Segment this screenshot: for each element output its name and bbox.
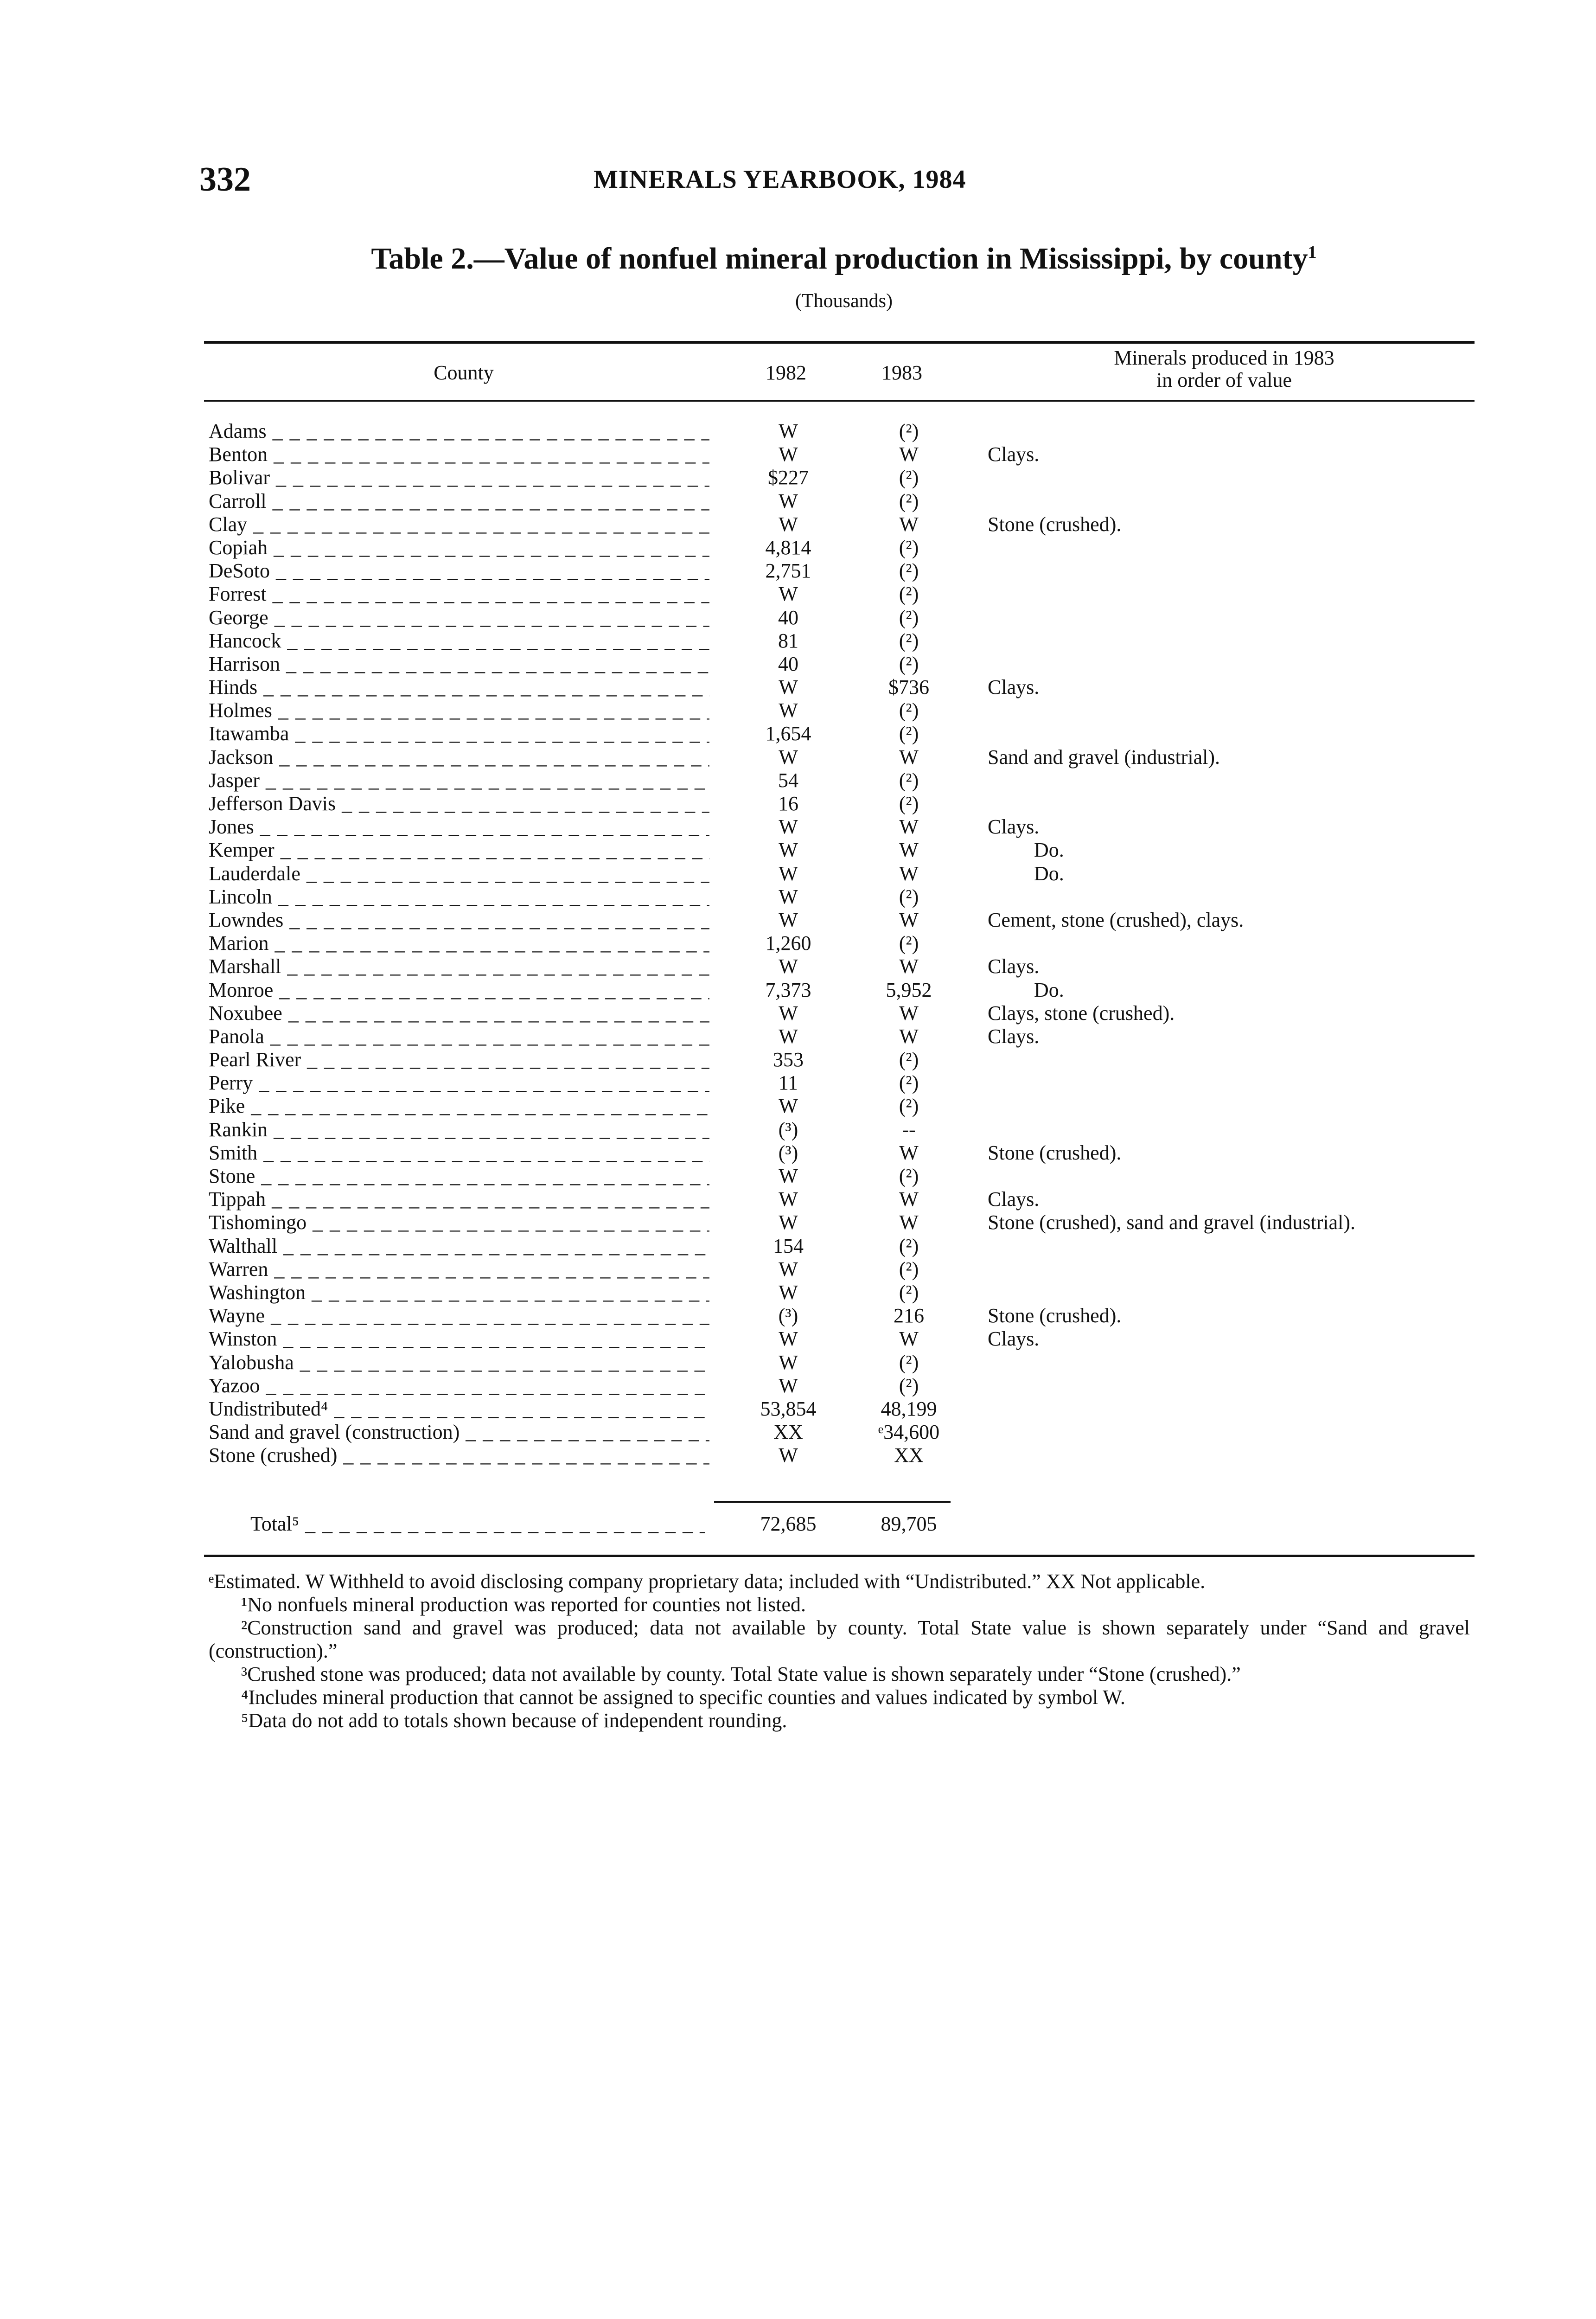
value-1983-cell: (²) (899, 722, 919, 745)
value-1982-cell: W (779, 1444, 798, 1467)
footnotes (209, 1570, 1470, 1732)
header-rule (204, 400, 1475, 402)
value-1983-cell: ᵉ34,600 (878, 1421, 940, 1444)
table-row (209, 722, 1461, 745)
value-1983-cell: (²) (899, 769, 919, 792)
county-cell: Lincoln _ _ _ (209, 885, 709, 909)
value-1982-cell: W (779, 676, 798, 699)
value-1983-cell: (²) (899, 1374, 919, 1397)
value-1983-cell: W (899, 1025, 919, 1048)
county-cell: Undistributed⁴ _ _ _ (209, 1397, 709, 1421)
value-1982-cell: 2,751 (765, 559, 811, 583)
table-row (209, 955, 1461, 978)
value-1982-cell: W (779, 699, 798, 722)
table-row (209, 606, 1461, 629)
county-cell: Lowndes _ _ _ (209, 909, 709, 932)
value-1983-cell: (²) (899, 1165, 919, 1187)
table-row (209, 746, 1461, 769)
value-1982-cell: $227 (768, 466, 809, 489)
table-row (209, 792, 1461, 815)
value-1983-cell: W (899, 1001, 919, 1025)
value-1983-cell: XX (894, 1444, 924, 1467)
value-1983-cell: (²) (899, 652, 919, 675)
value-1983-cell: (²) (899, 792, 919, 815)
table-row (209, 979, 1461, 1002)
minerals-cell: Clays. (988, 443, 1040, 466)
footnote-legend: ᵉEstimated. W Withheld to avoid disclosing company proprietary data; included with “Undistributed.” XX Not applicable. (209, 1570, 1206, 1593)
value-1982-cell: 54 (778, 769, 798, 792)
table-row (209, 1327, 1461, 1351)
value-1982-cell: 154 (773, 1234, 804, 1257)
table-row (209, 1374, 1461, 1397)
journal-title: MINERALS YEARBOOK, 1984 (594, 165, 966, 194)
table-top-rule (204, 341, 1475, 344)
minerals-cell: Clays. (988, 1327, 1040, 1351)
table-row (209, 1025, 1461, 1048)
minerals-cell: Clays. (988, 1188, 1040, 1211)
table-row (209, 466, 1461, 489)
value-1983-cell: (²) (899, 1281, 919, 1304)
county-cell: Pearl River _ _ _ (209, 1048, 709, 1071)
value-1982-cell: 81 (778, 629, 798, 652)
value-1982-cell: 16 (778, 792, 798, 815)
table-title (204, 241, 1484, 276)
minerals-cell: Sand and gravel (industrial). (988, 745, 1220, 769)
value-1983-cell: (²) (899, 583, 919, 606)
county-cell: Jefferson Davis _ _ _ (209, 792, 709, 815)
table-row (209, 536, 1461, 559)
table-row (209, 513, 1461, 536)
county-cell: Tishomingo _ _ _ (209, 1211, 709, 1234)
column-header-minerals (1020, 347, 1428, 391)
value-1983-cell: (²) (899, 932, 919, 955)
county-cell: Marion _ _ _ (209, 932, 709, 955)
total-label: Total⁵ _ _ _ (250, 1512, 705, 1536)
county-cell: Itawamba _ _ _ (209, 722, 709, 745)
minerals-cell: Stone (crushed). (988, 1304, 1122, 1327)
county-cell: Panola _ _ _ (209, 1025, 709, 1048)
value-1983-cell: 216 (894, 1304, 924, 1327)
running-head (199, 160, 1080, 202)
table-row (209, 769, 1461, 792)
county-cell: Sand and gravel (construction) _ _ _ (209, 1421, 709, 1444)
value-1983-cell: W (899, 862, 919, 885)
value-1983-cell: $736 (888, 676, 929, 699)
minerals-cell: Clays, stone (crushed). (988, 1001, 1175, 1025)
county-cell: Clay _ _ _ (209, 513, 709, 536)
table-row (209, 815, 1461, 839)
table-row (209, 559, 1461, 583)
table-row (209, 1444, 1461, 1467)
value-1983-cell: W (899, 908, 919, 931)
value-1983-cell: -- (902, 1118, 916, 1141)
value-1983-cell: (²) (899, 559, 919, 583)
value-1983-cell: (²) (899, 629, 919, 652)
county-cell: Perry _ _ _ (209, 1071, 709, 1095)
value-1983-cell: (²) (899, 885, 919, 908)
table-row (209, 909, 1461, 932)
minerals-cell: Do. (1034, 978, 1064, 1001)
minerals-cell: Clays. (988, 676, 1040, 699)
county-cell: Copiah _ _ _ (209, 536, 709, 559)
county-cell: Stone _ _ _ (209, 1165, 709, 1188)
table-row (209, 583, 1461, 606)
county-cell: Rankin _ _ _ (209, 1118, 709, 1141)
table-row (209, 699, 1461, 722)
county-cell: Yazoo _ _ _ (209, 1374, 709, 1397)
value-1982-cell: W (779, 1165, 798, 1187)
county-cell: Pike _ _ _ (209, 1095, 709, 1118)
value-1982-cell: W (779, 908, 798, 931)
table-row (209, 653, 1461, 676)
value-1983-cell: W (899, 1188, 919, 1211)
value-1982-cell: W (779, 839, 798, 862)
total-1982: 72,685 (760, 1512, 817, 1535)
value-1983-cell: (²) (899, 1095, 919, 1118)
value-1983-cell: (²) (899, 699, 919, 722)
county-cell: Jackson _ _ _ (209, 746, 709, 769)
county-cell: Winston _ _ _ (209, 1327, 709, 1351)
value-1983-cell: (²) (899, 1048, 919, 1071)
table-row (209, 420, 1461, 443)
value-1983-cell: W (899, 1141, 919, 1164)
minerals-cell: Stone (crushed). (988, 1141, 1122, 1164)
table-row (209, 1351, 1461, 1374)
value-1982-cell: W (779, 1188, 798, 1211)
value-1983-cell: 48,199 (881, 1397, 937, 1420)
table-row (209, 1071, 1461, 1095)
value-1982-cell: W (779, 489, 798, 512)
table-row (209, 1118, 1461, 1141)
county-cell: George _ _ _ (209, 606, 709, 629)
minerals-cell: Do. (1034, 862, 1064, 885)
table-row (209, 1258, 1461, 1281)
value-1983-cell: W (899, 1327, 919, 1351)
county-cell: Jasper _ _ _ (209, 769, 709, 792)
value-1982-cell: 4,814 (765, 536, 811, 559)
value-1982-cell: W (779, 815, 798, 839)
value-1982-cell: W (779, 885, 798, 908)
table-body (209, 420, 1461, 1467)
county-cell: Hancock _ _ _ (209, 629, 709, 653)
table-row (209, 1211, 1461, 1234)
county-cell: Yalobusha _ _ _ (209, 1351, 709, 1374)
table-row (209, 839, 1461, 862)
value-1983-cell: W (899, 955, 919, 978)
minerals-cell: Stone (crushed), sand and gravel (industrial). (988, 1211, 1355, 1234)
value-1983-cell: (²) (899, 1257, 919, 1281)
minerals-cell: Clays. (988, 955, 1040, 978)
county-cell: Forrest _ _ _ (209, 583, 709, 606)
total-1983: 89,705 (881, 1512, 937, 1535)
table-row (209, 443, 1461, 466)
minerals-cell: Clays. (988, 815, 1040, 839)
total-row (250, 1512, 1456, 1535)
table-row (209, 629, 1461, 653)
value-1982-cell: W (779, 955, 798, 978)
table-row (209, 490, 1461, 513)
value-1982-cell: 40 (778, 652, 798, 675)
value-1982-cell: 53,854 (760, 1397, 817, 1420)
footnote-1: ¹No nonfuels mineral production was reported for counties not listed. (241, 1593, 806, 1616)
column-header-1983: 1983 (881, 361, 922, 384)
table-title-note: 1 (1308, 243, 1317, 262)
footnote-4: ⁴Includes mineral production that cannot be assigned to specific counties and values indicated by symbol W. (241, 1686, 1125, 1709)
minerals-cell: Stone (crushed). (988, 512, 1122, 536)
value-1983-cell: 5,952 (886, 978, 932, 1001)
value-1982-cell: W (779, 583, 798, 606)
value-1983-cell: W (899, 1211, 919, 1234)
county-cell: Tippah _ _ _ (209, 1188, 709, 1211)
county-cell: Jones _ _ _ (209, 815, 709, 839)
table-row (209, 862, 1461, 885)
value-1982-cell: W (779, 1211, 798, 1234)
value-1982-cell: 1,654 (765, 722, 811, 745)
county-cell: Noxubee _ _ _ (209, 1002, 709, 1025)
county-cell: Holmes _ _ _ (209, 699, 709, 722)
table-row (209, 1397, 1461, 1421)
value-1982-cell: W (779, 1351, 798, 1374)
footnote-3: ³Crushed stone was produced; data not available by county. Total State value is shown separately under “Stone (crushed).” (241, 1663, 1241, 1685)
table-row (209, 1002, 1461, 1025)
column-header-minerals-line1: Minerals produced in 1983 (1114, 346, 1334, 369)
page-number: 332 (199, 160, 251, 199)
value-1982-cell: W (779, 1281, 798, 1304)
county-cell: DeSoto _ _ _ (209, 559, 709, 583)
value-1982-cell: 7,373 (765, 978, 811, 1001)
value-1982-cell: 40 (778, 606, 798, 629)
value-1982-cell: W (779, 1374, 798, 1397)
table-title-text: Table 2.—Value of nonfuel mineral production in Mississippi, by county (371, 242, 1308, 275)
value-1983-cell: W (899, 839, 919, 862)
table-row (209, 1281, 1461, 1304)
column-header-1982: 1982 (766, 361, 806, 384)
value-1983-cell: W (899, 443, 919, 466)
sum-rule (714, 1501, 951, 1503)
table-row (209, 1141, 1461, 1165)
value-1982-cell: W (779, 1095, 798, 1118)
table-subtitle: (Thousands) (795, 290, 893, 312)
table-row (209, 1095, 1461, 1118)
value-1982-cell: W (779, 1257, 798, 1281)
county-cell: Bolivar _ _ _ (209, 466, 709, 489)
county-cell: Marshall _ _ _ (209, 955, 709, 978)
value-1982-cell: W (779, 512, 798, 536)
value-1983-cell: (²) (899, 466, 919, 489)
table-row (209, 676, 1461, 699)
county-cell: Harrison _ _ _ (209, 653, 709, 676)
value-1983-cell: (²) (899, 489, 919, 512)
value-1982-cell: W (779, 1025, 798, 1048)
value-1983-cell: (²) (899, 1071, 919, 1095)
column-header-minerals-line2: in order of value (1156, 369, 1292, 391)
value-1983-cell: (²) (899, 1351, 919, 1374)
value-1982-cell: W (779, 862, 798, 885)
value-1982-cell: W (779, 420, 798, 442)
value-1983-cell: (²) (899, 536, 919, 559)
county-cell: Hinds _ _ _ (209, 676, 709, 699)
value-1983-cell: (²) (899, 606, 919, 629)
value-1983-cell: W (899, 745, 919, 769)
table-row (209, 932, 1461, 955)
table-row (209, 1165, 1461, 1188)
value-1983-cell: W (899, 815, 919, 839)
value-1982-cell: 11 (778, 1071, 798, 1095)
value-1983-cell: (²) (899, 420, 919, 442)
minerals-cell: Cement, stone (crushed), clays. (988, 908, 1244, 931)
value-1982-cell: 1,260 (765, 932, 811, 955)
county-cell: Washington _ _ _ (209, 1281, 709, 1304)
table-row (209, 1048, 1461, 1071)
county-cell: Lauderdale _ _ _ (209, 862, 709, 885)
value-1983-cell: (²) (899, 1234, 919, 1257)
county-cell: Kemper _ _ _ (209, 839, 709, 862)
table-row (209, 1188, 1461, 1211)
value-1982-cell: W (779, 1327, 798, 1351)
county-cell: Smith _ _ _ (209, 1141, 709, 1165)
value-1982-cell: W (779, 745, 798, 769)
value-1982-cell: W (779, 443, 798, 466)
table-row (209, 885, 1461, 909)
county-cell: Benton _ _ _ (209, 443, 709, 466)
value-1982-cell: (³) (778, 1118, 798, 1141)
footnote-2: ²Construction sand and gravel was produced; data not available by county. Total State value is shown separately under “Sand and gravel (construction).” (209, 1616, 1470, 1662)
value-1982-cell: (³) (778, 1304, 798, 1327)
minerals-cell: Do. (1034, 839, 1064, 862)
value-1982-cell: 353 (773, 1048, 804, 1071)
county-cell: Adams _ _ _ (209, 420, 709, 443)
county-cell: Stone (crushed) _ _ _ (209, 1444, 709, 1467)
value-1982-cell: (³) (778, 1141, 798, 1164)
table-row (209, 1304, 1461, 1327)
table-row (209, 1421, 1461, 1444)
county-cell: Monroe _ _ _ (209, 979, 709, 1002)
table-bottom-rule (204, 1555, 1475, 1557)
county-cell: Walthall _ _ _ (209, 1235, 709, 1258)
minerals-cell: Clays. (988, 1025, 1040, 1048)
county-cell: Warren _ _ _ (209, 1258, 709, 1281)
county-cell: Wayne _ _ _ (209, 1304, 709, 1327)
value-1983-cell: W (899, 512, 919, 536)
footnote-5: ⁵Data do not add to totals shown because of independent rounding. (241, 1709, 787, 1732)
column-header-county: County (434, 361, 494, 384)
value-1982-cell: XX (773, 1421, 803, 1444)
table-row (209, 1235, 1461, 1258)
value-1982-cell: W (779, 1001, 798, 1025)
county-cell: Carroll _ _ _ (209, 490, 709, 513)
